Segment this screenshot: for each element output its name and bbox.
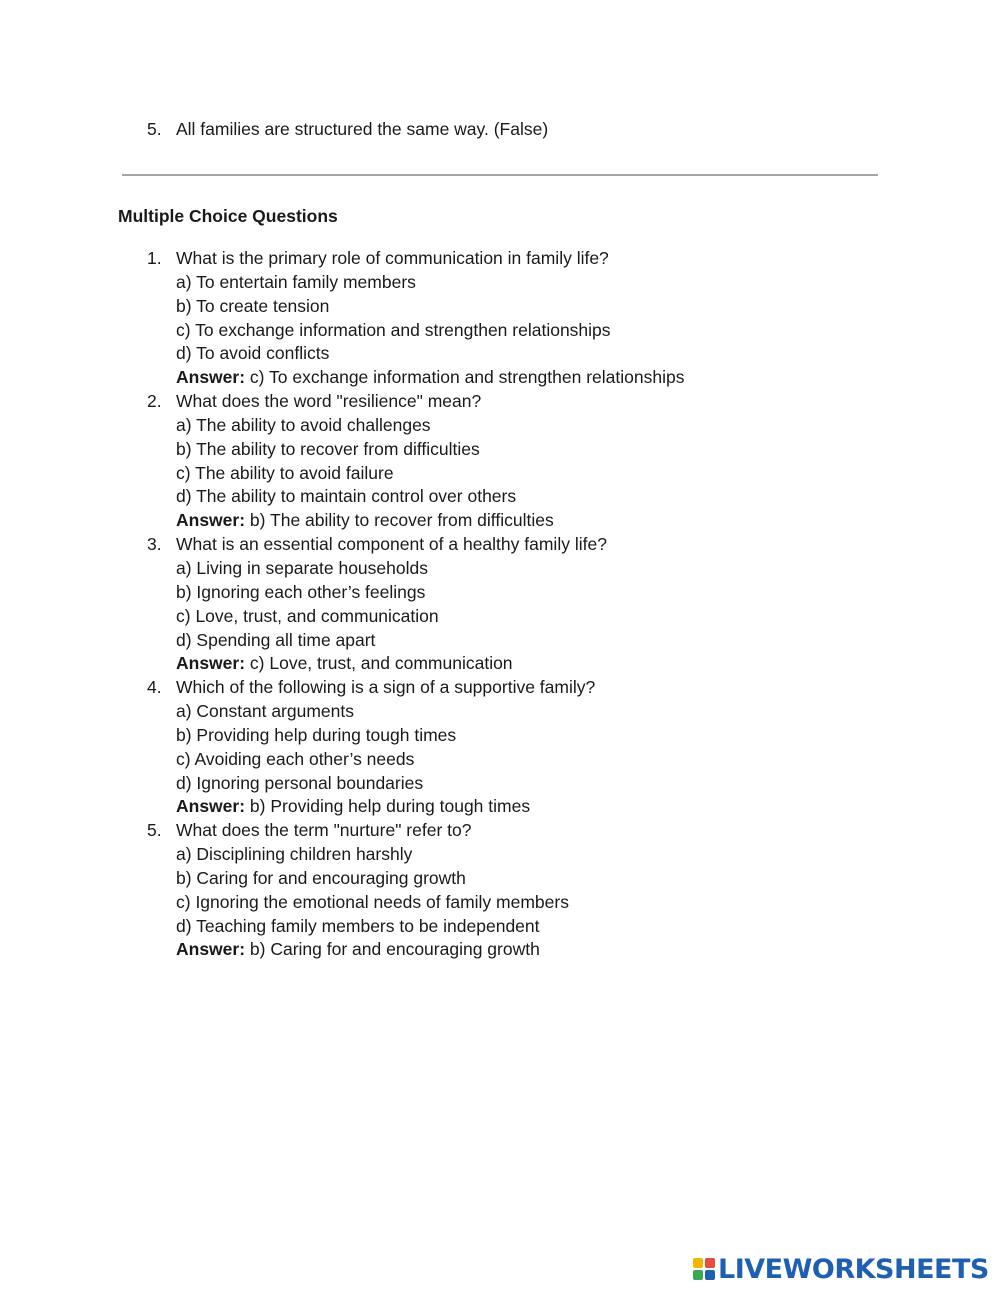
option-d: d) Spending all time apart <box>176 629 376 650</box>
answer-line <box>176 509 554 533</box>
option-b: b) Providing help during tough times <box>176 724 457 745</box>
question-text: What is the primary role of communication in family life? <box>176 248 609 268</box>
question-body <box>176 819 569 962</box>
question-body <box>176 247 684 390</box>
answer-line <box>176 652 607 676</box>
question-4 <box>147 676 684 819</box>
liveworksheets-logo <box>693 1253 989 1285</box>
question-2 <box>147 390 684 533</box>
option-b: b) To create tension <box>176 295 330 316</box>
option-c: c) Love, trust, and communication <box>176 605 439 626</box>
logo-mark-cell <box>693 1270 703 1280</box>
question-text: What does the term "nurture" refer to? <box>176 820 472 841</box>
question-number: 2. <box>147 391 162 412</box>
question-1 <box>147 247 684 390</box>
option-a: a) Living in separate households <box>176 557 428 578</box>
option-a: a) Disciplining children harshly <box>176 844 413 865</box>
question-body <box>176 533 607 676</box>
logo-text: LIVEWORKSHEETS <box>718 1253 989 1285</box>
answer-label: Answer: <box>176 367 246 388</box>
logo-mark-cell <box>693 1258 703 1268</box>
option-c: c) Ignoring the emotional needs of family members <box>176 891 569 912</box>
question-text: Which of the following is a sign of a supportive family? <box>176 677 596 698</box>
option-d: d) Teaching family members to be independent <box>176 915 540 936</box>
option-c: c) To exchange information and strengthen relationships <box>176 319 611 340</box>
option-a: a) Constant arguments <box>176 701 355 722</box>
answer-label: Answer: <box>176 939 246 960</box>
answer-line <box>176 366 684 390</box>
question-number: 5. <box>147 820 162 841</box>
answer-text: c) To exchange information and strengthen relationships <box>249 367 685 388</box>
item-number: 5. <box>147 119 162 139</box>
option-b: b) The ability to recover from difficulties <box>176 438 480 459</box>
logo-mark-icon <box>693 1258 715 1280</box>
question-5 <box>147 819 684 962</box>
question-3 <box>147 533 684 676</box>
answer-text: b) Caring for and encouraging growth <box>249 939 540 960</box>
logo-mark-cell <box>705 1270 715 1280</box>
answer-label: Answer: <box>176 510 246 531</box>
answer-line <box>176 938 569 962</box>
true-false-item-5 <box>147 117 548 141</box>
option-c: c) Avoiding each other’s needs <box>176 748 415 769</box>
question-body <box>176 676 595 819</box>
answer-label: Answer: <box>176 653 246 674</box>
section-divider <box>122 174 878 176</box>
logo-mark-cell <box>705 1258 715 1268</box>
question-number: 1. <box>147 248 162 268</box>
mcq-list <box>147 247 684 962</box>
option-b: b) Caring for and encouraging growth <box>176 867 466 888</box>
question-text: What does the word "resilience" mean? <box>176 391 482 412</box>
option-d: d) Ignoring personal boundaries <box>176 772 424 793</box>
option-b: b) Ignoring each other’s feelings <box>176 581 426 602</box>
question-text: What is an essential component of a healthy family life? <box>176 534 607 555</box>
option-a: a) The ability to avoid challenges <box>176 414 431 435</box>
answer-label: Answer: <box>176 796 246 817</box>
item-text: All families are structured the same way. (False) <box>176 119 549 139</box>
option-d: d) The ability to maintain control over others <box>176 486 517 507</box>
answer-text: b) The ability to recover from difficulties <box>249 510 554 531</box>
option-c: c) The ability to avoid failure <box>176 462 394 483</box>
answer-line <box>176 795 595 819</box>
option-a: a) To entertain family members <box>176 271 416 292</box>
section-title: Multiple Choice Questions <box>118 206 338 226</box>
option-d: d) To avoid conflicts <box>176 343 330 364</box>
answer-text: c) Love, trust, and communication <box>249 653 513 674</box>
answer-text: b) Providing help during tough times <box>249 796 531 817</box>
question-number: 4. <box>147 677 162 698</box>
question-number: 3. <box>147 534 162 555</box>
question-body <box>176 390 554 533</box>
